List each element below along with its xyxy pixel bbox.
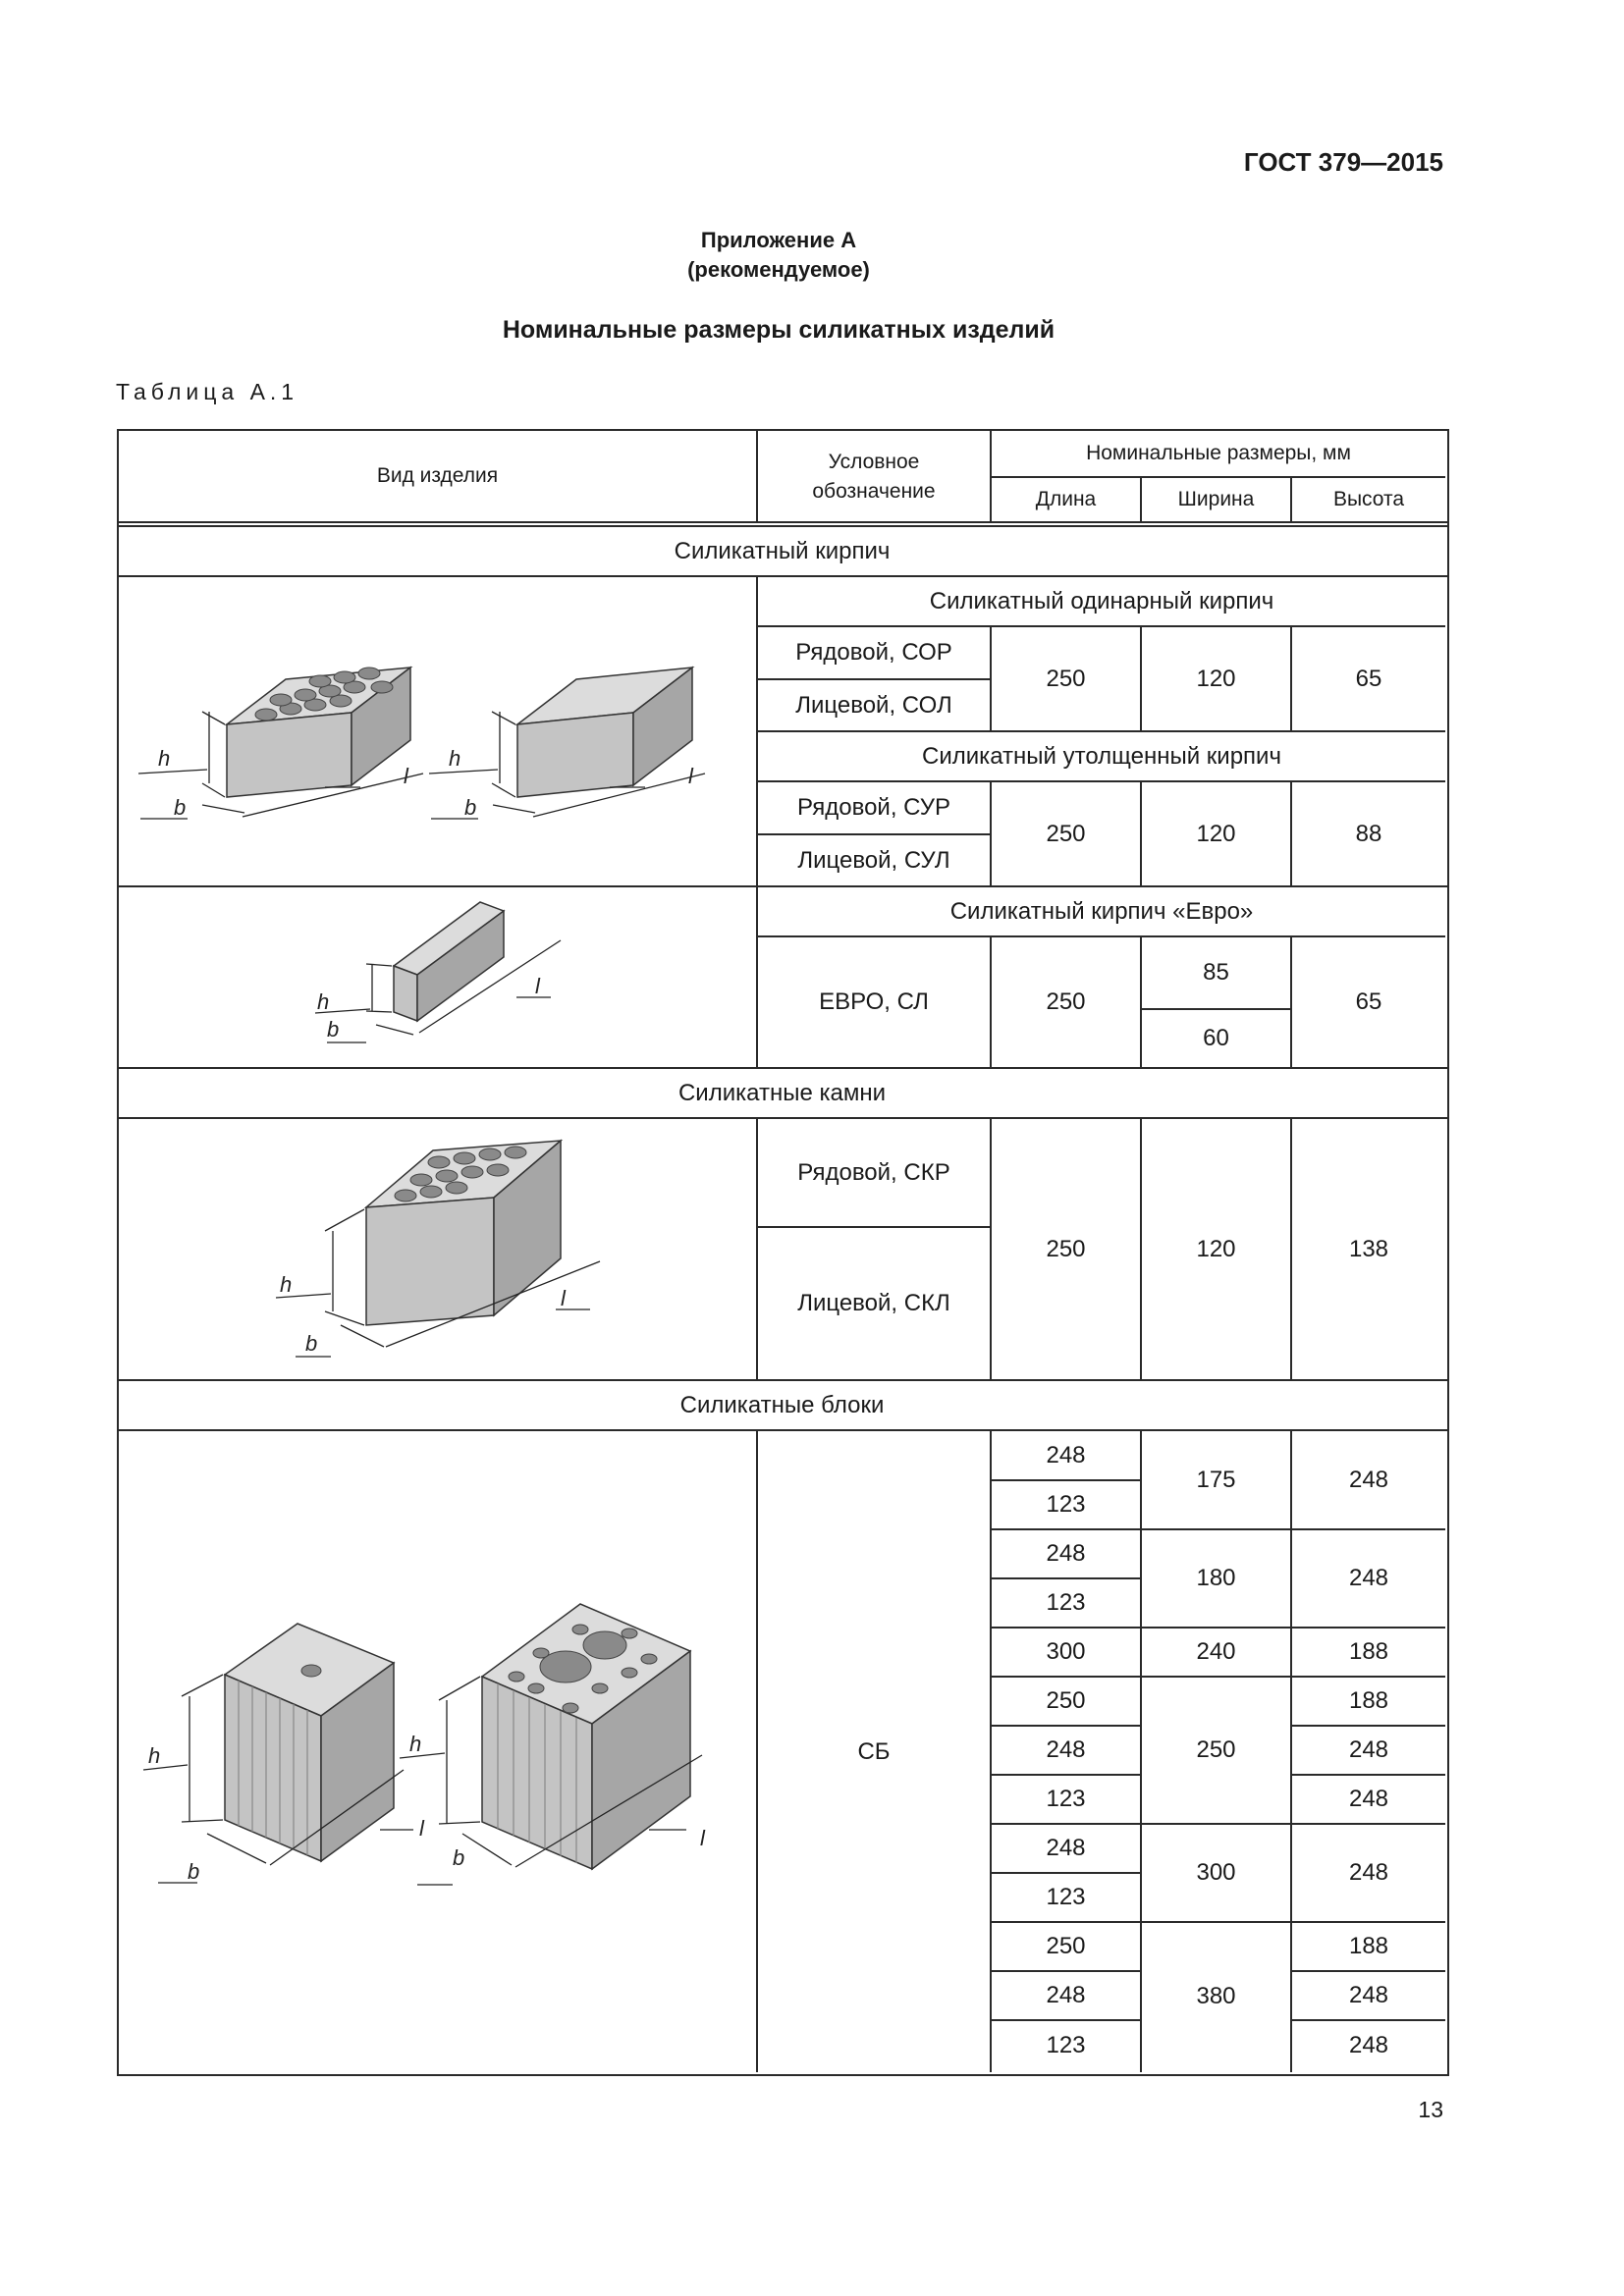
block-width-3: 240 [1196, 1638, 1236, 1665]
table-label: Таблица А.1 [116, 379, 299, 404]
euro-width-a: 85 [1203, 959, 1229, 986]
block-height-10: 248 [1348, 2032, 1389, 2058]
euro-height: 65 [1355, 988, 1382, 1015]
block-length-8: 123 [1046, 1786, 1086, 1812]
single-facing: Лицевой, СОЛ [795, 691, 952, 719]
header-height: Высота [1332, 488, 1405, 510]
block-width-4: 250 [1196, 1736, 1236, 1763]
fig-label-h-5: h [148, 1743, 161, 1768]
thick-brick-title: Силикатный утолщенный кирпич [922, 742, 1281, 770]
section-blocks: Силикатные блоки [679, 1391, 885, 1418]
fig-label-b-6: b [453, 1845, 465, 1870]
fig-label-b-2: b [464, 795, 477, 820]
fig-label-l-2: l [688, 764, 693, 788]
fig-label-b-5: b [188, 1859, 200, 1884]
euro-designation: ЕВРО, СЛ [819, 988, 929, 1015]
block-length-1: 248 [1046, 1441, 1086, 1468]
appendix-heading [0, 226, 1557, 285]
fig-label-h-6: h [409, 1732, 422, 1756]
block-length-9: 248 [1046, 1835, 1086, 1861]
page-number: 13 [1418, 2097, 1443, 2122]
stones-facing: Лицевой, СКЛ [797, 1290, 950, 1316]
stones-length: 250 [1046, 1235, 1086, 1262]
thick-height: 88 [1355, 820, 1382, 847]
blocks-designation: СБ [857, 1737, 891, 1765]
block-width-1: 175 [1196, 1466, 1236, 1493]
header-length: Длина [1035, 488, 1097, 510]
euro-length: 250 [1046, 988, 1086, 1015]
fig-label-l-4: l [561, 1286, 566, 1310]
header-width: Ширина [1177, 488, 1255, 510]
block-length-6: 250 [1046, 1687, 1086, 1714]
block-length-10: 123 [1046, 1884, 1086, 1910]
single-height: 65 [1355, 665, 1382, 692]
fig-label-b-3: b [327, 1017, 340, 1041]
block-length-13: 123 [1046, 2032, 1086, 2058]
brick-figure [119, 577, 756, 885]
fig-label-h-1: h [158, 746, 171, 771]
block-height-9: 248 [1348, 1982, 1389, 2008]
block-length-5: 300 [1046, 1638, 1086, 1665]
block-height-7: 248 [1348, 1859, 1389, 1886]
section-brick: Силикатный кирпич [674, 538, 891, 564]
block-length-7: 248 [1046, 1736, 1086, 1763]
appendix-title: Приложение А [700, 228, 857, 252]
single-length: 250 [1046, 665, 1086, 692]
block-height-5: 248 [1348, 1736, 1389, 1763]
block-height-1: 248 [1348, 1466, 1389, 1493]
fig-label-l-1: l [404, 764, 408, 788]
fig-label-l-6: l [700, 1826, 705, 1850]
stones-width: 120 [1196, 1235, 1236, 1262]
stones-ordinary: Рядовой, СКР [797, 1158, 950, 1186]
fig-label-l-3: l [535, 974, 540, 998]
fig-label-h-3: h [317, 989, 330, 1014]
block-height-3: 188 [1348, 1638, 1389, 1665]
header-designation: Условное обозначение [812, 451, 936, 503]
header-product-type: Вид изделия [376, 464, 499, 487]
block-height-8: 188 [1348, 1933, 1389, 1959]
fig-label-h-2: h [449, 746, 461, 771]
fig-label-h-4: h [280, 1272, 293, 1297]
single-ordinary: Рядовой, СОР [795, 639, 952, 666]
section-stones: Силикатные камни [677, 1079, 887, 1106]
fig-label-b-4: b [305, 1331, 318, 1356]
appendix-subtitle: (рекомендуемое) [687, 257, 870, 282]
document-title: Номинальные размеры силикатных изделий [502, 316, 1056, 344]
block-figure [119, 1431, 756, 2070]
single-width: 120 [1196, 665, 1236, 692]
euro-title: Силикатный кирпич «Евро» [949, 897, 1254, 925]
block-height-6: 248 [1348, 1786, 1389, 1812]
stone-figure [119, 1119, 756, 1379]
standard-number: ГОСТ 379—2015 [1243, 147, 1443, 177]
block-height-4: 188 [1348, 1687, 1389, 1714]
block-length-2: 123 [1046, 1491, 1086, 1518]
header-nominal: Номинальные размеры, мм [1086, 442, 1351, 464]
thick-ordinary: Рядовой, СУР [797, 794, 950, 821]
block-length-3: 248 [1046, 1540, 1086, 1567]
thick-facing: Лицевой, СУЛ [797, 846, 950, 874]
stones-height: 138 [1348, 1235, 1389, 1262]
block-height-2: 248 [1348, 1565, 1389, 1591]
block-width-5: 300 [1196, 1859, 1236, 1886]
block-length-12: 248 [1046, 1982, 1086, 2008]
euro-brick-figure [119, 887, 756, 1067]
euro-width-b: 60 [1203, 1025, 1229, 1051]
thick-length: 250 [1046, 820, 1086, 847]
single-brick-title: Силикатный одинарный кирпич [929, 588, 1274, 614]
fig-label-l-5: l [419, 1816, 424, 1841]
block-width-2: 180 [1196, 1565, 1236, 1591]
block-length-4: 123 [1046, 1589, 1086, 1616]
block-width-6: 380 [1196, 1983, 1236, 2009]
block-length-11: 250 [1046, 1933, 1086, 1959]
thick-width: 120 [1196, 820, 1236, 847]
fig-label-b-1: b [174, 795, 187, 820]
